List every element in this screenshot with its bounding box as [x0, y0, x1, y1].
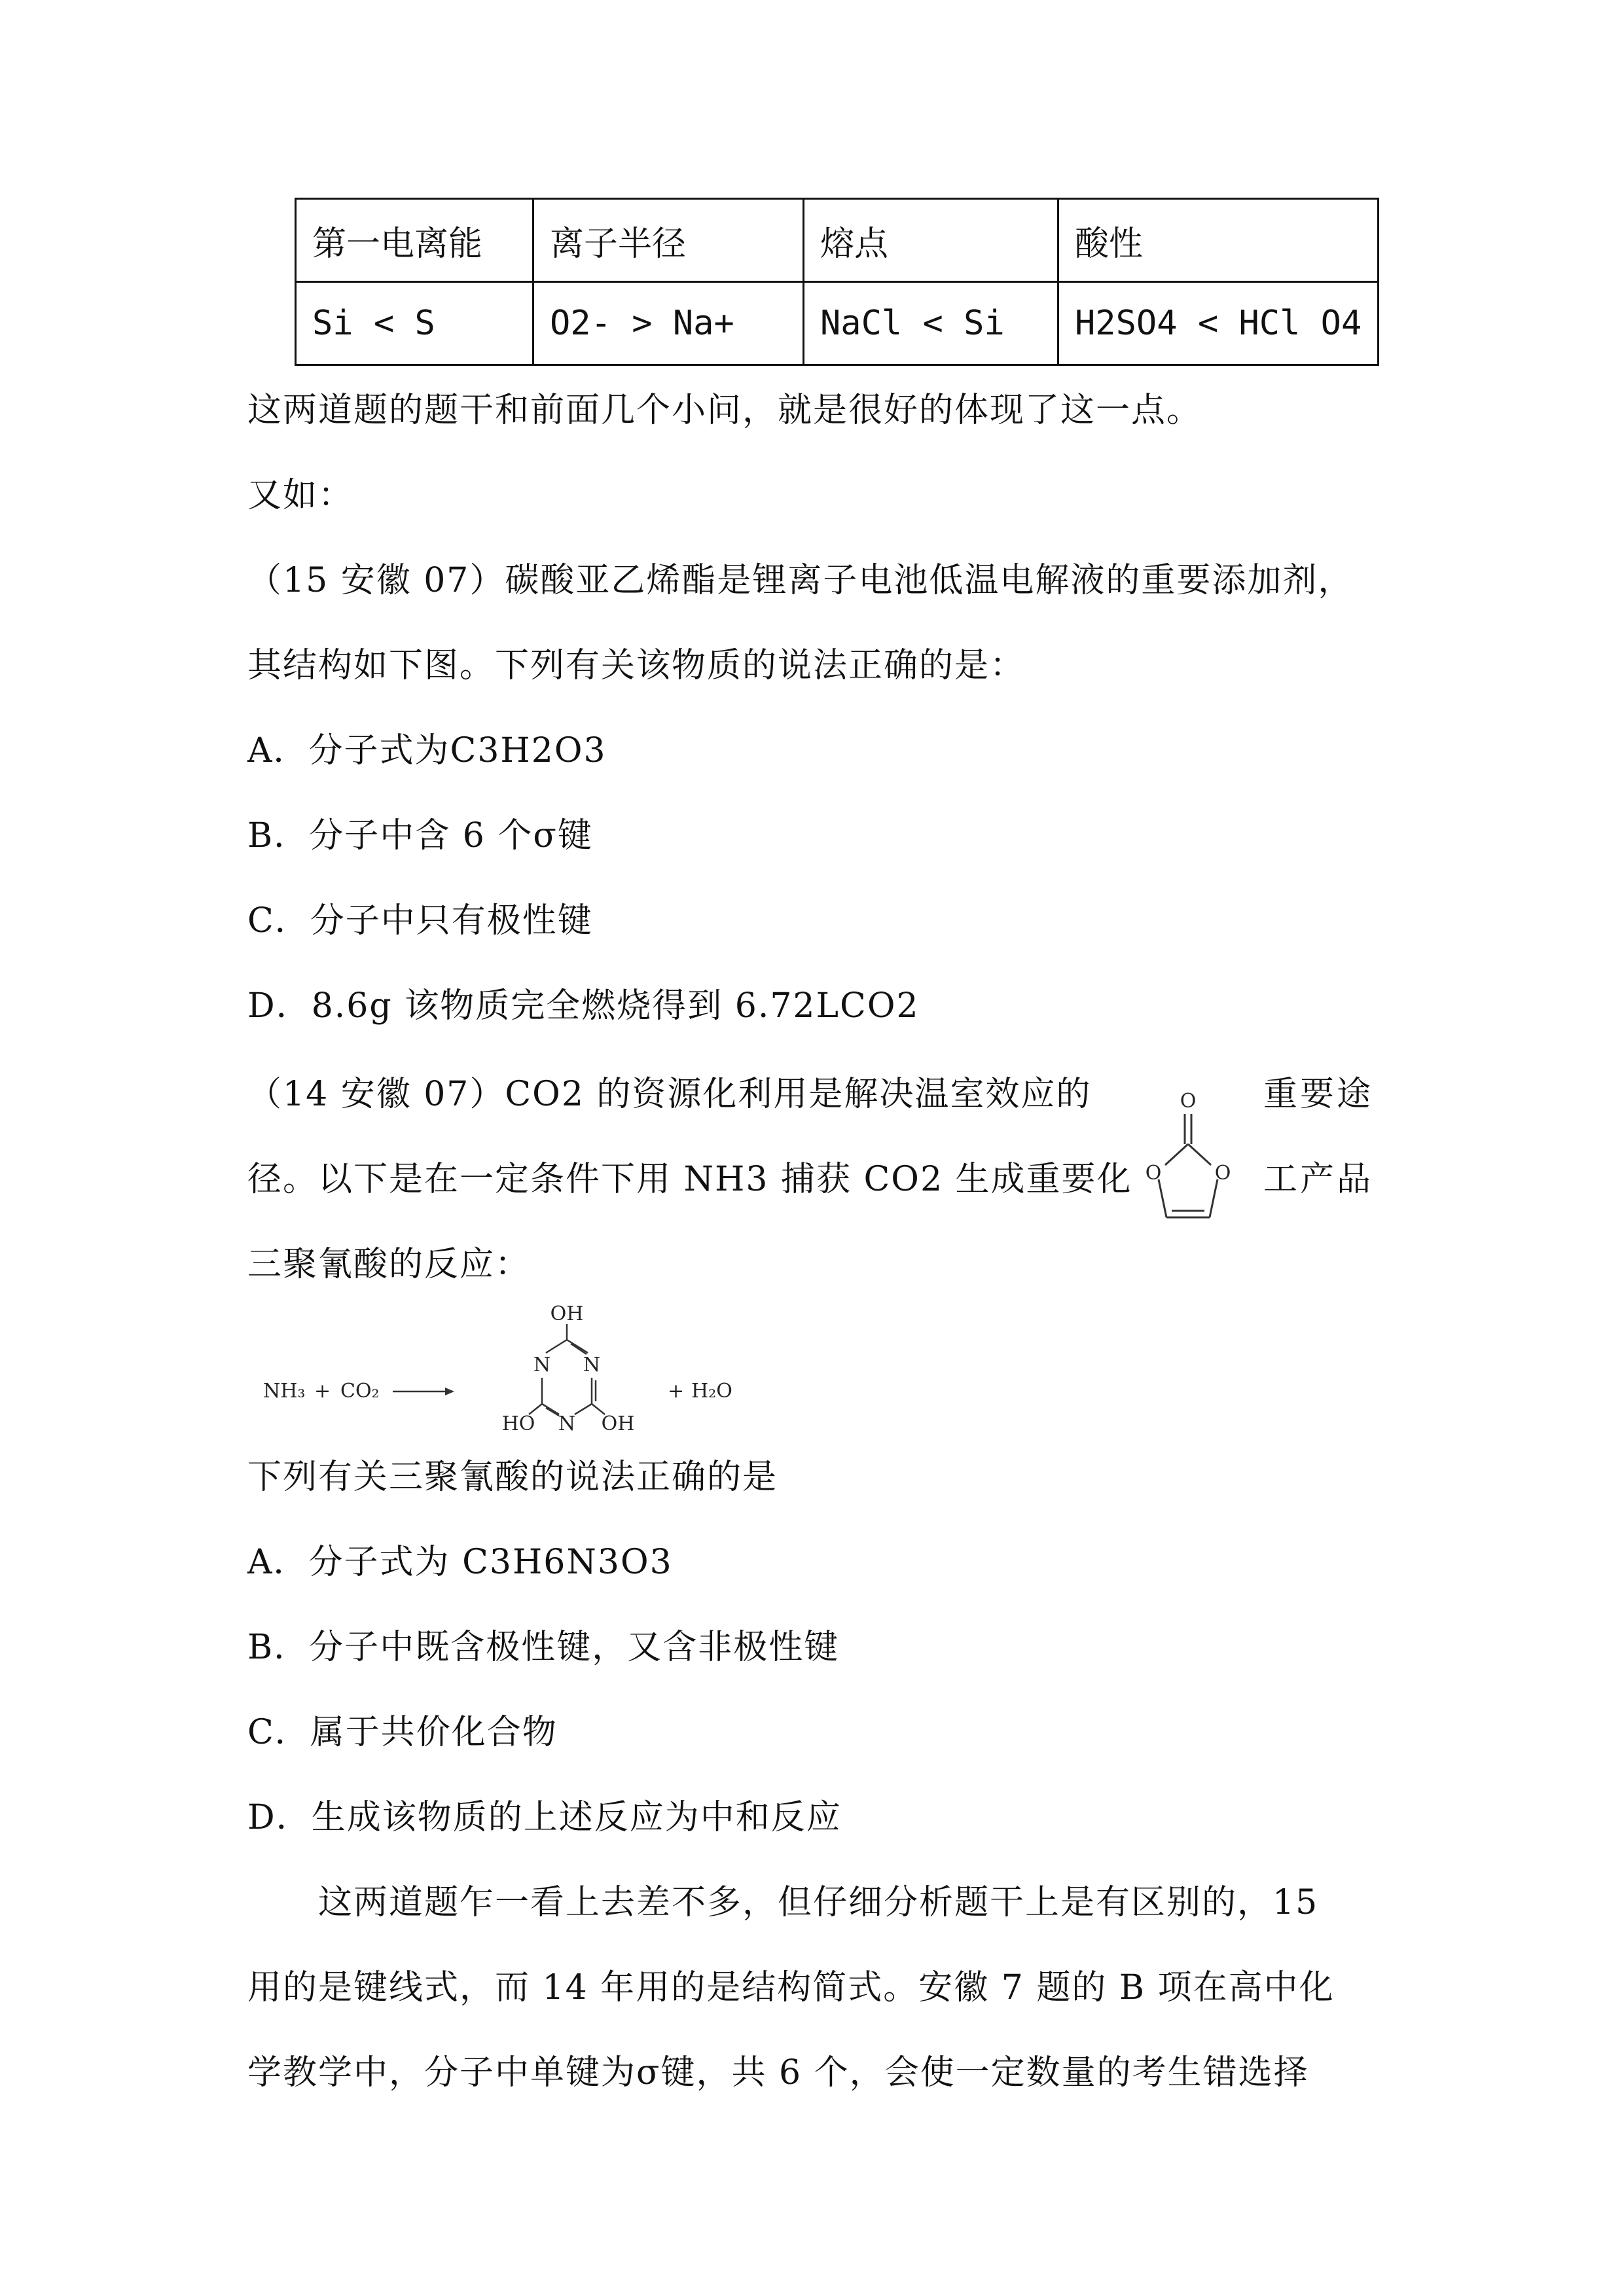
property-comparison-table	[295, 198, 1379, 366]
table-header-row	[296, 199, 1379, 282]
question-stem-line: （14 安徽 07）CO2 的资源化利用是解决温室效应的	[247, 1075, 1092, 1114]
paragraph-line: 又如：	[247, 476, 354, 515]
table-cell: Si < S	[296, 282, 533, 365]
question-stem-line: 其结构如下图。下列有关该物质的说法正确的是：	[247, 646, 1026, 685]
option-b: B．分子中含 6 个σ键	[247, 816, 593, 855]
table-header-cell: 离子半径	[533, 199, 804, 282]
option-a: A．分子式为 C3H6N3O3	[247, 1543, 673, 1582]
plus-sign: +	[314, 1380, 331, 1403]
oh-top-label: OH	[550, 1302, 584, 1325]
analysis-paragraph-line: 用的是键线式，而 14 年用的是结构简式。安徽 7 题的 B 项在高中化	[247, 1968, 1335, 2007]
question-stem-line: 下列有关三聚氰酸的说法正确的是	[247, 1458, 778, 1497]
table-cell: H2SO4 < HCl O4	[1058, 282, 1379, 365]
paragraph-line: 这两道题的题干和前面几个小问，就是很好的体现了这一点。	[247, 391, 1202, 430]
question-stem-line: 径。以下是在一定条件下用 NH3 捕获 CO2 生成重要化	[247, 1160, 1132, 1199]
reaction-arrow-icon	[393, 1388, 454, 1395]
vinylene-carbonate-structure	[1126, 1067, 1250, 1263]
option-c: C．分子中只有极性键	[247, 901, 593, 941]
option-b: B．分子中既含极性键，又含非极性键	[247, 1628, 840, 1667]
n-left-label: N	[533, 1354, 551, 1376]
ring-oxygen-left-label: O	[1145, 1162, 1162, 1185]
table-cell: O2- > Na+	[533, 282, 804, 365]
reactant-co2: CO₂	[340, 1380, 380, 1403]
question-stem-line-end: 重要途	[1263, 1075, 1374, 1114]
table-header-cell: 熔点	[804, 199, 1058, 282]
option-d: D．生成该物质的上述反应为中和反应	[247, 1798, 842, 1837]
analysis-paragraph-line: 学教学中，分子中单键为σ键，共 6 个，会使一定数量的考生错选择	[247, 2053, 1309, 2092]
plus-sign: +	[668, 1380, 685, 1403]
question-stem-line: 三聚氰酸的反应：	[247, 1245, 531, 1284]
table-header-cell: 第一电离能	[296, 199, 533, 282]
table-header-cell: 酸性	[1058, 199, 1379, 282]
question-stem-line-end: 工产品	[1263, 1160, 1374, 1199]
option-c: C．属于共价化合物	[247, 1713, 558, 1752]
table-row	[296, 282, 1379, 365]
n-right-label: N	[583, 1354, 601, 1376]
ring-oxygen-right-label: O	[1214, 1162, 1231, 1185]
ho-left-label: HO	[501, 1412, 535, 1435]
question-stem-line: （15 安徽 07）碳酸亚乙烯酯是锂离子电池低温电解液的重要添加剂，	[247, 561, 1354, 600]
n-bottom-label: N	[558, 1412, 576, 1435]
carbonyl-oxygen-label: O	[1180, 1090, 1197, 1113]
analysis-paragraph-line: 这两道题乍一看上去差不多，但仔细分析题干上是有区别的，15	[247, 1883, 1319, 1922]
option-d: D．8.6g 该物质完全燃烧得到 6.72LCO2	[247, 986, 920, 1026]
table-cell: NaCl < Si	[804, 282, 1058, 365]
product-h2o: H₂O	[691, 1380, 732, 1403]
reactant-nh3: NH₃	[263, 1380, 306, 1403]
cyanuric-acid-reaction-scheme	[254, 1299, 751, 1437]
oh-right-label: OH	[601, 1412, 635, 1435]
option-a: A．分子式为C3H2O3	[247, 731, 607, 770]
